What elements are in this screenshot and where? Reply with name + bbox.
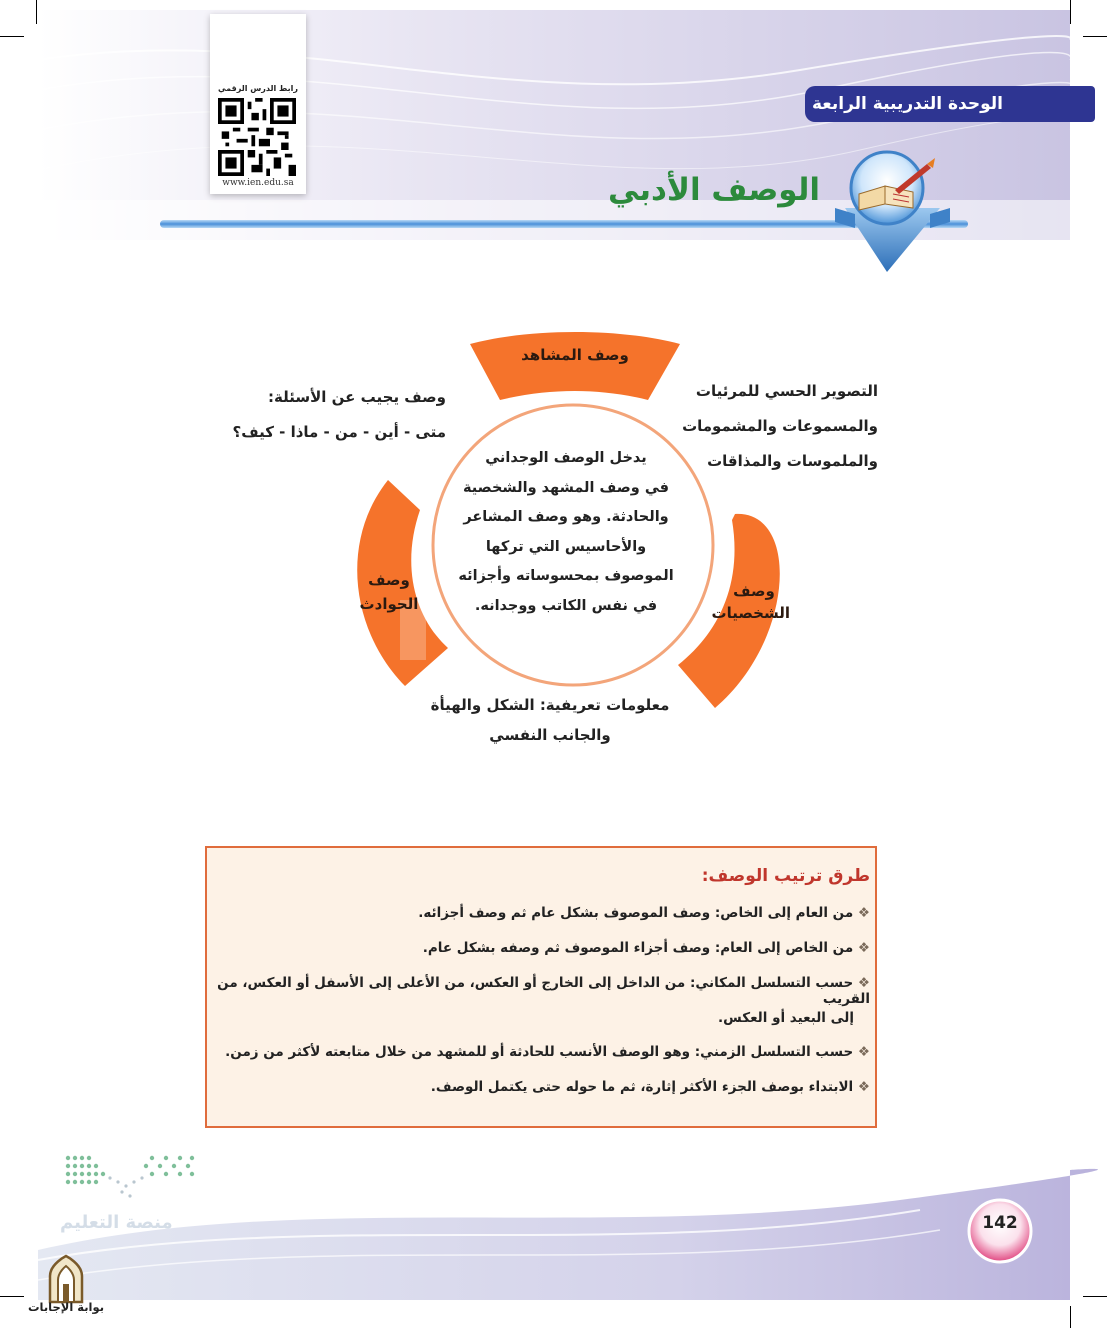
segment-left-line2: الحوادث (359, 595, 419, 613)
center-line: في وصف المشهد والشخصية (462, 479, 670, 496)
method-text: من الخاص إلى العام: وصف أجزاء الموصوف ثم وصفه بشكل عام. (422, 940, 854, 956)
method-text: من العام إلى الخاص: وصف الموصوف بشكل عام ثم وصف أجزائه. (418, 905, 854, 921)
method-item (212, 975, 870, 1007)
center-line: والحادثة. وهو وصف المشاعر (463, 509, 669, 525)
method-item (222, 905, 870, 921)
sensory-line: والملموسات والمذاقات (707, 452, 878, 470)
segment-right-line1: وصف (733, 582, 775, 600)
questions-line: متى - أين - من - ماذا - كيف؟ (232, 423, 446, 441)
bullet-icon: ❖ (857, 975, 870, 991)
segment-right-line2: الشخصيات (711, 604, 790, 622)
sensory-line: والمسموعات والمشمومات (682, 417, 878, 435)
book-quill-icon (835, 150, 950, 275)
bullet-icon: ❖ (857, 905, 870, 921)
method-text: الابتداء بوصف الجزء الأكثر إثارة، ثم ما حوله حتى يكتمل الوصف. (430, 1079, 854, 1095)
site-logo-icon (44, 1254, 88, 1304)
segment-top (470, 332, 680, 400)
sensory-text (660, 374, 878, 479)
info-text (420, 690, 680, 750)
segment-left-line1: وصف (368, 571, 410, 589)
watermark-text: منصة التعليم (60, 1212, 173, 1233)
bullet-icon: ❖ (857, 940, 870, 956)
questions-line: وصف يجيب عن الأسئلة: (268, 388, 446, 406)
lesson-title: الوصف الأدبي (608, 172, 820, 208)
method-text: حسب التسلسل الزمني: وهو الوصف الأنسب للحادثة أو للمشهد من خلال متابعته لأكثر من زمن. (225, 1044, 854, 1060)
segment-top-label: وصف المشاهد (521, 346, 629, 364)
center-line: في نفس الكاتب ووجدانه. (474, 597, 658, 614)
center-line: يدخل الوصف الوجداني (485, 450, 647, 466)
ministry-logo-icon (62, 1152, 198, 1200)
unit-banner: الوحدة التدريبية الرابعة (805, 86, 1095, 122)
center-line: الموصوف بمحسوساته وأجزائه (458, 568, 674, 584)
bullet-icon: ❖ (857, 1079, 870, 1095)
qr-url[interactable]: www.ien.edu.sa (222, 178, 294, 188)
bullet-icon: ❖ (857, 1044, 870, 1060)
methods-title: طرق ترتيب الوصف: (701, 866, 870, 886)
page-number: 142 (982, 1213, 1018, 1233)
center-text (452, 444, 680, 621)
segment-left-label (356, 568, 422, 616)
method-item-continued: إلى البعيد أو العكس. (718, 1010, 854, 1026)
method-text: حسب التسلسل المكاني: من الداخل إلى الخارج أو العكس، من الأعلى إلى الأسفل أو العكس، من القريب (217, 975, 870, 1007)
center-line: والأحاسيس التي تركها (485, 538, 647, 555)
questions-text (220, 380, 446, 450)
qr-code-icon[interactable] (218, 98, 296, 176)
info-line: معلومات تعريفية: الشكل والهيأة (430, 696, 670, 714)
segment-right-label (711, 580, 790, 624)
sensory-line: التصوير الحسي للمرئيات (695, 382, 878, 400)
site-name[interactable]: بوابة الإجابات (27, 1300, 105, 1314)
info-line: والجانب النفسي (489, 726, 611, 744)
method-item (222, 940, 870, 956)
method-item (212, 1044, 870, 1060)
qr-label: رابط الدرس الرقمي (218, 84, 298, 93)
method-item (222, 1079, 870, 1095)
